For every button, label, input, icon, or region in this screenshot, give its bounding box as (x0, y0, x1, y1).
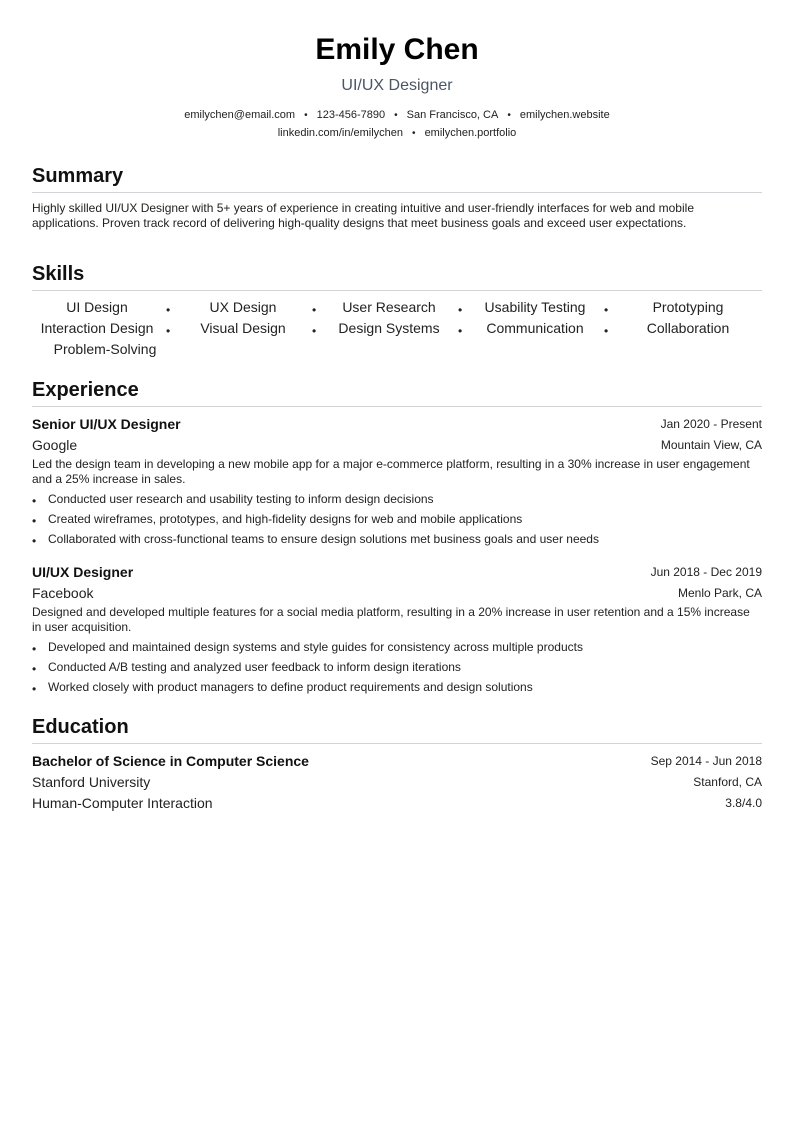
section-divider (32, 290, 762, 291)
bullet-dot: • (32, 662, 37, 676)
skill-dot: • (312, 303, 317, 317)
job-company-row (32, 435, 762, 455)
summary-heading: Summary (32, 165, 124, 187)
bullet-text: Developed and maintained design systems and style guides for consistency across multiple products (48, 640, 583, 654)
contact-portfolio[interactable]: emilychen.portfolio (424, 127, 517, 139)
job-location: Menlo Park, CA (677, 586, 762, 600)
job-company: Google (32, 437, 78, 453)
skill-item: Problem-Solving (53, 341, 157, 357)
bullet-dot: • (32, 642, 37, 656)
skill-dot: • (166, 324, 171, 338)
job-role: Senior UI/UX Designer (32, 416, 181, 432)
job-description: Designed and developed multiple features for a social media platform, resulting in a 20% increase in user retention and a 15% increase in user acquisition. (32, 605, 750, 634)
contact-email[interactable]: emilychen@email.com (184, 109, 296, 121)
skill-item: UX Design (209, 299, 277, 315)
education-school: Stanford University (32, 774, 151, 790)
job-role: UI/UX Designer (32, 564, 134, 580)
contact-line-1 (32, 108, 762, 123)
bullet-dot: • (32, 682, 37, 696)
education-heading: Education (32, 716, 129, 738)
skill-dot: • (312, 324, 317, 338)
contact-location: San Francisco, CA (406, 109, 499, 121)
contact-phone: 123-456-7890 (316, 109, 386, 121)
bullet-text: Conducted A/B testing and analyzed user feedback to inform design iterations (48, 660, 461, 674)
education-gpa: 3.8/4.0 (725, 796, 762, 810)
separator-dot: • (412, 128, 416, 139)
bullet-text: Created wireframes, prototypes, and high-fidelity designs for web and mobile applications (48, 512, 523, 526)
summary-text: Highly skilled UI/UX Designer with 5+ years of experience in creating intuitive and user-friendly interfaces for web and mobile applications. Proven track record of delivering high-quality designs that meet business goals and exceed user expectations. (32, 201, 694, 230)
skills-heading: Skills (32, 263, 85, 285)
job-header (32, 562, 762, 582)
skill-dot: • (458, 324, 463, 338)
bullet-text: Worked closely with product managers to define product requirements and design solutions (48, 680, 533, 694)
skill-item: User Research (342, 299, 436, 315)
skill-item: Design Systems (338, 320, 440, 336)
skill-item: Usability Testing (484, 299, 586, 315)
education-dates: Sep 2014 - Jun 2018 (650, 754, 762, 768)
education-field: Human-Computer Interaction (32, 795, 213, 811)
experience-heading: Experience (32, 379, 139, 401)
job-location: Mountain View, CA (660, 438, 762, 452)
skill-item: Prototyping (652, 299, 724, 315)
candidate-name: Emily Chen (315, 33, 479, 66)
education-header (32, 751, 762, 771)
contact-website[interactable]: emilychen.website (519, 109, 610, 121)
job-company-row (32, 583, 762, 603)
skill-item: UI Design (66, 299, 128, 315)
skill-item: Interaction Design (40, 320, 154, 336)
job-company: Facebook (32, 585, 94, 601)
job-description: Led the design team in developing a new mobile app for a major e-commerce platform, resulting in a 30% increase in user engagement and a 25% increase in sales. (32, 457, 750, 486)
section-divider (32, 406, 762, 407)
section-divider (32, 743, 762, 744)
education-location: Stanford, CA (693, 775, 762, 789)
bullet-dot: • (32, 534, 37, 548)
education-school-row (32, 772, 762, 792)
education-degree: Bachelor of Science in Computer Science (32, 753, 309, 769)
candidate-title: UI/UX Designer (341, 77, 453, 94)
bullet-dot: • (32, 514, 37, 528)
skill-item: Visual Design (200, 320, 286, 336)
bullet-dot: • (32, 494, 37, 508)
skill-dot: • (458, 303, 463, 317)
skill-dot: • (604, 303, 609, 317)
separator-dot: • (507, 110, 511, 121)
bullet-text: Collaborated with cross-functional teams to ensure design solutions met business goals and user needs (48, 532, 599, 546)
bullet-text: Conducted user research and usability testing to inform design decisions (48, 492, 434, 506)
separator-dot: • (304, 110, 308, 121)
skill-item: Communication (486, 320, 584, 336)
job-header (32, 414, 762, 434)
skill-dot: • (604, 324, 609, 338)
separator-dot: • (394, 110, 398, 121)
skill-dot: • (166, 303, 171, 317)
contact-line-2 (32, 126, 762, 141)
education-field-row (32, 793, 762, 813)
job-dates: Jan 2020 - Present (660, 417, 762, 431)
contact-linkedin[interactable]: linkedin.com/in/emilychen (277, 127, 404, 139)
job-dates: Jun 2018 - Dec 2019 (650, 565, 762, 579)
section-divider (32, 192, 762, 193)
skill-item: Collaboration (646, 320, 730, 336)
